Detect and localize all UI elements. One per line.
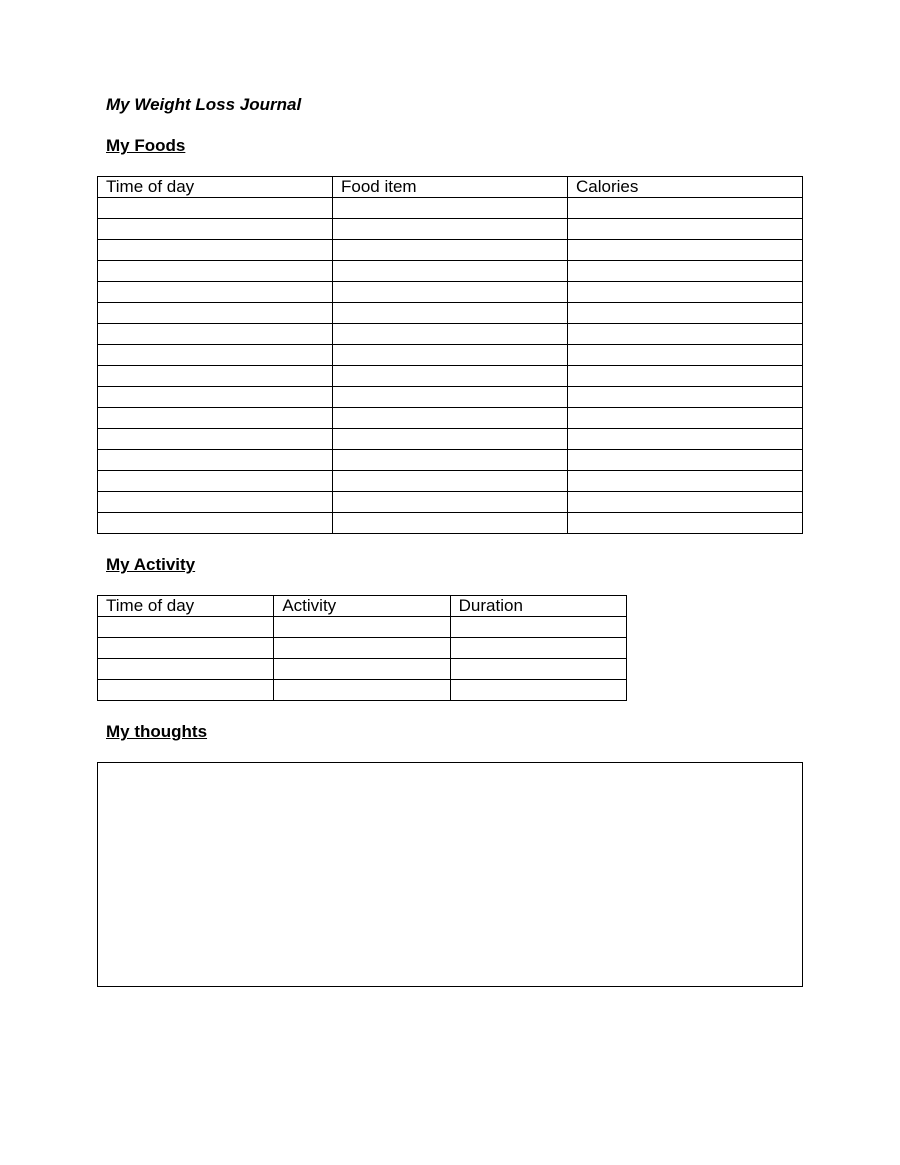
- activity-table-cell[interactable]: [274, 617, 450, 638]
- activity-heading: My Activity: [106, 555, 196, 574]
- foods-table-cell[interactable]: [568, 408, 803, 429]
- foods-table-cell[interactable]: [333, 282, 568, 303]
- foods-table-row: [98, 450, 803, 471]
- foods-table-row: [98, 282, 803, 303]
- foods-table-row: [98, 387, 803, 408]
- foods-col-item-header: Food item: [333, 177, 568, 198]
- activity-table-cell[interactable]: [98, 659, 274, 680]
- foods-table-cell[interactable]: [98, 492, 333, 513]
- foods-table-row: [98, 513, 803, 534]
- foods-table-cell[interactable]: [98, 324, 333, 345]
- activity-table-row: [98, 680, 627, 701]
- activity-table-cell[interactable]: [274, 638, 450, 659]
- activity-col-activity-header: Activity: [274, 596, 450, 617]
- foods-table-cell[interactable]: [568, 324, 803, 345]
- foods-table-cell[interactable]: [568, 471, 803, 492]
- activity-table-row: [98, 638, 627, 659]
- activity-table-cell[interactable]: [274, 680, 450, 701]
- foods-table-cell[interactable]: [568, 261, 803, 282]
- activity-table-cell[interactable]: [98, 680, 274, 701]
- foods-table-cell[interactable]: [333, 219, 568, 240]
- foods-table-cell[interactable]: [568, 345, 803, 366]
- foods-table-cell[interactable]: [98, 198, 333, 219]
- foods-table-cell[interactable]: [333, 198, 568, 219]
- foods-table-cell[interactable]: [98, 303, 333, 324]
- foods-table-cell[interactable]: [568, 387, 803, 408]
- activity-table-row: [98, 617, 627, 638]
- foods-table-cell[interactable]: [568, 198, 803, 219]
- activity-table-cell[interactable]: [98, 617, 274, 638]
- foods-table-cell[interactable]: [98, 471, 333, 492]
- foods-table-cell[interactable]: [568, 450, 803, 471]
- foods-table-row: [98, 345, 803, 366]
- foods-table-row: [98, 408, 803, 429]
- foods-table-row: [98, 492, 803, 513]
- foods-table-cell[interactable]: [98, 240, 333, 261]
- foods-table-cell[interactable]: [568, 492, 803, 513]
- foods-table-cell[interactable]: [568, 219, 803, 240]
- foods-table-row: [98, 303, 803, 324]
- activity-table-cell[interactable]: [450, 659, 626, 680]
- foods-table-cell[interactable]: [333, 345, 568, 366]
- foods-table-cell[interactable]: [98, 408, 333, 429]
- activity-table-cell[interactable]: [274, 659, 450, 680]
- foods-table-cell[interactable]: [98, 387, 333, 408]
- foods-table-row: [98, 471, 803, 492]
- foods-table-cell[interactable]: [98, 513, 333, 534]
- foods-table-cell[interactable]: [333, 450, 568, 471]
- foods-table-cell[interactable]: [98, 345, 333, 366]
- foods-table-row: [98, 198, 803, 219]
- thoughts-heading: My thoughts: [106, 722, 208, 741]
- foods-table-cell[interactable]: [333, 324, 568, 345]
- foods-table-row: [98, 366, 803, 387]
- activity-col-duration-header: Duration: [450, 596, 626, 617]
- foods-table-cell[interactable]: [333, 240, 568, 261]
- activity-table-cell[interactable]: [450, 617, 626, 638]
- foods-table-row: [98, 429, 803, 450]
- foods-table-cell[interactable]: [333, 261, 568, 282]
- foods-table-cell[interactable]: [568, 366, 803, 387]
- foods-table-row: [98, 324, 803, 345]
- foods-table-cell[interactable]: [98, 219, 333, 240]
- foods-table-cell[interactable]: [98, 282, 333, 303]
- foods-table-cell[interactable]: [333, 387, 568, 408]
- thoughts-text-box[interactable]: [97, 762, 803, 987]
- foods-table-cell[interactable]: [568, 513, 803, 534]
- foods-table-cell[interactable]: [333, 303, 568, 324]
- foods-table-cell[interactable]: [333, 408, 568, 429]
- foods-table-cell[interactable]: [98, 450, 333, 471]
- foods-table-cell[interactable]: [333, 492, 568, 513]
- foods-table-cell[interactable]: [568, 282, 803, 303]
- foods-col-time-header: Time of day: [98, 177, 333, 198]
- foods-col-calories-header: Calories: [568, 177, 803, 198]
- foods-table-cell[interactable]: [568, 240, 803, 261]
- foods-table-row: [98, 240, 803, 261]
- foods-heading: My Foods: [106, 136, 186, 155]
- foods-table-cell[interactable]: [333, 429, 568, 450]
- foods-header-row: [98, 177, 803, 198]
- foods-table-cell[interactable]: [333, 471, 568, 492]
- activity-header-row: [98, 596, 627, 617]
- foods-table-cell[interactable]: [568, 429, 803, 450]
- activity-table: [97, 595, 627, 701]
- activity-table-cell[interactable]: [450, 680, 626, 701]
- foods-table-row: [98, 261, 803, 282]
- activity-table-cell[interactable]: [98, 638, 274, 659]
- activity-col-time-header: Time of day: [98, 596, 274, 617]
- document-title: My Weight Loss Journal: [106, 95, 302, 114]
- foods-table-cell[interactable]: [568, 303, 803, 324]
- activity-table-row: [98, 659, 627, 680]
- foods-table-row: [98, 219, 803, 240]
- foods-table-cell[interactable]: [333, 366, 568, 387]
- foods-table-cell[interactable]: [333, 513, 568, 534]
- foods-table-cell[interactable]: [98, 366, 333, 387]
- foods-table: [97, 176, 803, 534]
- activity-table-cell[interactable]: [450, 638, 626, 659]
- foods-table-cell[interactable]: [98, 429, 333, 450]
- foods-table-cell[interactable]: [98, 261, 333, 282]
